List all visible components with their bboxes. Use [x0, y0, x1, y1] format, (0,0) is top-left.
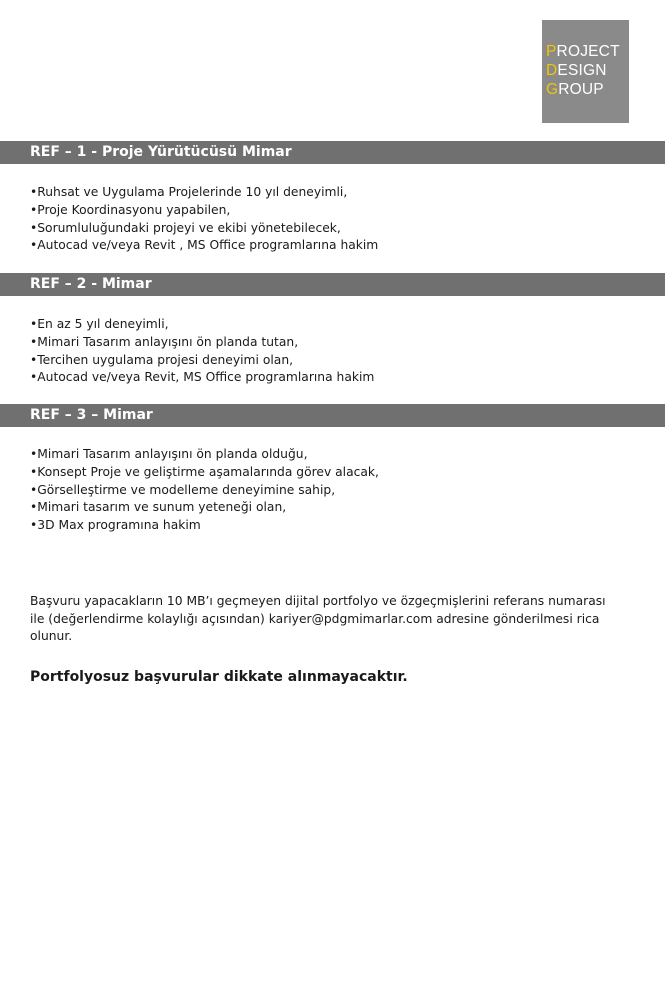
list-item: •Mimari tasarım ve sunum yeteneği olan,: [30, 500, 287, 515]
logo-text-group: ROUP: [558, 81, 604, 98]
list-item: •Konsept Proje ve geliştirme aşamalarında görev alacak,: [30, 464, 379, 479]
list-item: •Ruhsat ve Uygulama Projelerinde 10 yıl deneyimli,: [30, 185, 348, 199]
logo-text-design: ESIGN: [557, 62, 607, 79]
list-item: •Sorumluluğundaki projeyi ve ekibi yönetebilecek,: [30, 220, 341, 235]
section-header-ref-1: [0, 141, 665, 164]
requirements-list-ref-2: [30, 316, 374, 387]
section-title-ref-3: REF – 3 – Mimar: [30, 407, 153, 423]
logo-initial-g: G: [546, 81, 559, 98]
list-item: •Autocad ve/veya Revit , MS Office programlarına hakim: [30, 238, 379, 253]
list-item: •Autocad ve/veya Revit, MS Office programlarına hakim: [30, 370, 375, 385]
list-item: •Proje Koordinasyonu yapabilen,: [30, 202, 231, 217]
list-item: •3D Max programına hakim: [30, 518, 201, 532]
section-title-ref-1: REF – 1 - Proje Yürütücüsü Mimar: [30, 144, 292, 160]
application-line-3: olunur.: [30, 629, 73, 643]
list-item: •En az 5 yıl deneyimli,: [30, 317, 169, 331]
list-item: •Görselleştirme ve modelleme deneyimine sahip,: [30, 482, 336, 497]
section-title-ref-2: REF – 2 - Mimar: [30, 276, 152, 292]
company-logo: [542, 20, 629, 123]
logo-initial-p: P: [546, 43, 557, 60]
logo-line-design: [546, 61, 629, 80]
section-header-ref-2: [0, 273, 665, 296]
application-instructions: [30, 593, 606, 646]
section-header-ref-3: [0, 404, 665, 427]
list-item: •Mimari Tasarım anlayışını ön planda olduğu,: [30, 447, 308, 461]
logo-line-project: [546, 42, 629, 61]
list-item: •Mimari Tasarım anlayışını ön planda tutan,: [30, 334, 299, 349]
application-line-1: Başvuru yapacakların 10 MB’ı geçmeyen dijital portfolyo ve özgeçmişlerini referans numarası: [30, 594, 606, 608]
logo-text-project: ROJECT: [556, 43, 620, 60]
requirements-list-ref-1: [30, 184, 378, 255]
logo-line-group: [546, 80, 629, 99]
application-line-2: ile (değerlendirme kolaylığı açısından) kariyer@pdgmimarlar.com adresine gönderilmesi rica: [30, 611, 600, 626]
list-item: •Tercihen uygulama projesi deneyimi olan,: [30, 352, 294, 367]
portfolio-notice: Portfolyosuz başvurular dikkate alınmayacaktır.: [30, 669, 408, 685]
requirements-list-ref-3: [30, 446, 379, 535]
logo-initial-d: D: [546, 62, 558, 79]
